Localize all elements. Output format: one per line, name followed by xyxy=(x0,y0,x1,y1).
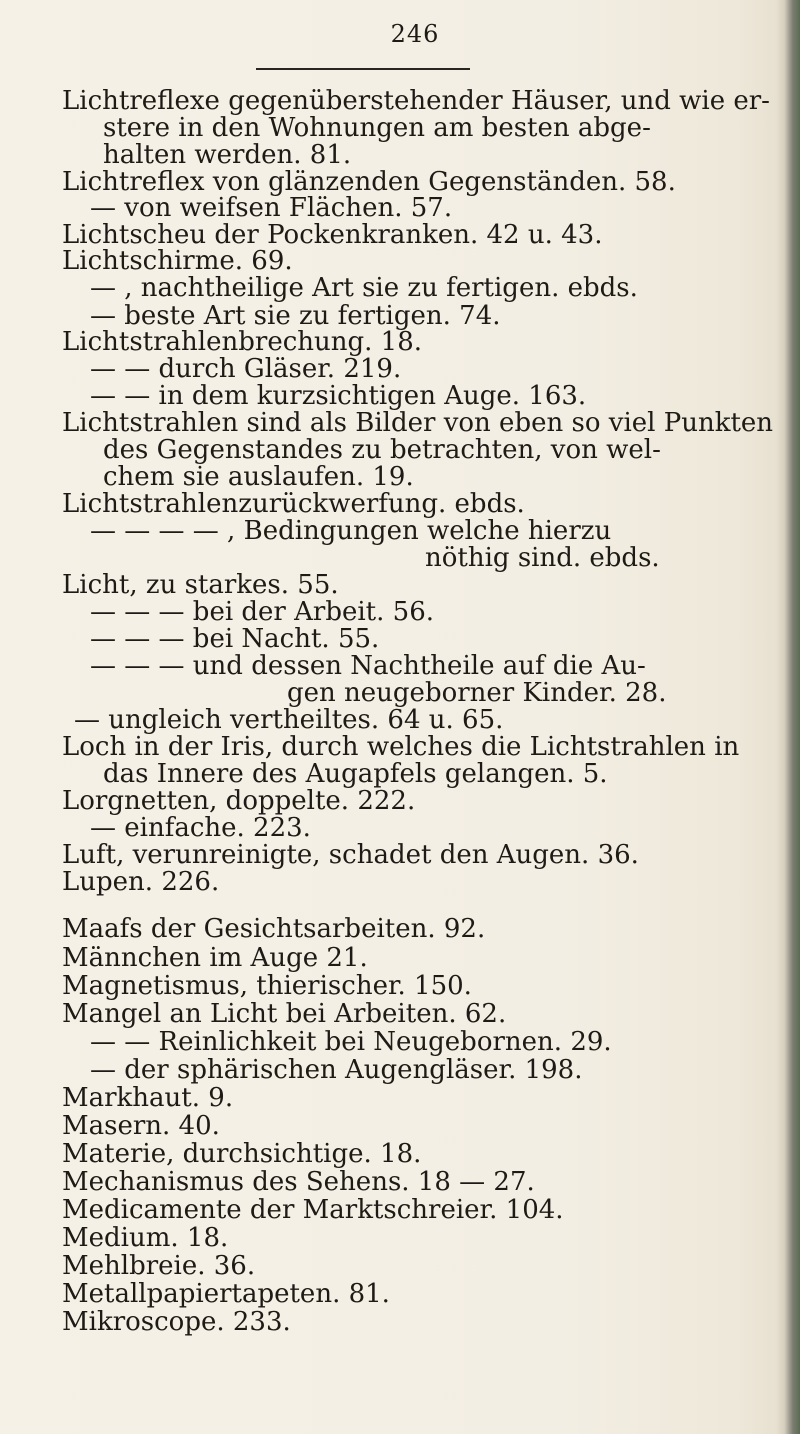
index-line: Mehlbreie. 36. xyxy=(62,1251,256,1281)
index-line: Mikroscope. 233. xyxy=(62,1307,291,1337)
index-line: stere in den Wohnungen am besten abge- xyxy=(103,113,651,143)
index-line: — — — bei Nacht. 55. xyxy=(90,624,380,654)
index-line: gen neugeborner Kinder. 28. xyxy=(287,678,667,708)
index-line: — , nachtheilige Art sie zu fertigen. ebds. xyxy=(90,273,638,303)
index-line: Lichtstrahlenbrechung. 18. xyxy=(62,327,423,357)
index-line: — beste Art sie zu fertigen. 74. xyxy=(90,301,501,331)
index-line: Lichtscheu der Pockenkranken. 42 u. 43. xyxy=(62,220,603,250)
index-line: Mechanismus des Sehens. 18 — 27. xyxy=(62,1167,535,1197)
index-line: Männchen im Auge 21. xyxy=(62,943,368,973)
index-line: Luft, verunreinigte, schadet den Augen. 36. xyxy=(62,840,639,870)
index-line: Lichtstrahlen sind als Bilder von eben so viel Punkten xyxy=(62,408,774,438)
index-line: — — — bei der Arbeit. 56. xyxy=(90,597,435,627)
index-line: Materie, durchsichtige. 18. xyxy=(62,1139,422,1169)
index-line: Loch in der Iris, durch welches die Lichtstrahlen in xyxy=(62,732,740,762)
index-line: Lichtschirme. 69. xyxy=(62,246,293,276)
index-line: Lichtreflex von glänzenden Gegenständen. 58. xyxy=(62,167,676,197)
index-line: Licht, zu starkes. 55. xyxy=(62,570,339,600)
index-line: Mangel an Licht bei Arbeiten. 62. xyxy=(62,999,507,1029)
header-rule xyxy=(256,68,470,70)
index-line: — der sphärischen Augengläser. 198. xyxy=(90,1055,583,1085)
index-line: — — durch Gläser. 219. xyxy=(90,354,402,384)
index-line: halten werden. 81. xyxy=(103,140,352,170)
page-number: 246 xyxy=(390,20,440,48)
index-line: — — in dem kurzsichtigen Auge. 163. xyxy=(90,381,587,411)
index-line: Lupen. 226. xyxy=(62,867,220,897)
index-line: — einfache. 223. xyxy=(90,813,311,843)
index-line: — — — und dessen Nachtheile auf die Au- xyxy=(90,651,646,681)
index-line: Markhaut. 9. xyxy=(62,1083,234,1113)
page-gutter-shadow xyxy=(776,0,800,1434)
index-line: Medicamente der Marktschreier. 104. xyxy=(62,1195,564,1225)
index-line: — — Reinlichkeit bei Neugebornen. 29. xyxy=(90,1027,612,1057)
index-line: — von weifsen Flächen. 57. xyxy=(90,193,453,223)
index-line: — — — — , Bedingungen welche hierzu xyxy=(90,516,612,546)
index-line: das Innere des Augapfels gelangen. 5. xyxy=(103,759,608,789)
index-line: des Gegenstandes zu betrachten, von wel- xyxy=(103,435,661,465)
index-line: Lorgnetten, doppelte. 222. xyxy=(62,786,416,816)
index-line: Maafs der Gesichtsarbeiten. 92. xyxy=(62,914,486,944)
index-line: Masern. 40. xyxy=(62,1111,220,1141)
index-line: Magnetismus, thierischer. 150. xyxy=(62,971,472,1001)
index-line: chem sie auslaufen. 19. xyxy=(103,462,414,492)
index-line: Medium. 18. xyxy=(62,1223,229,1253)
index-line: Lichtstrahlenzurückwerfung. ebds. xyxy=(62,489,525,519)
index-line: nöthig sind. ebds. xyxy=(425,543,660,573)
index-line: Metallpapiertapeten. 81. xyxy=(62,1279,390,1309)
index-line: Lichtreflexe gegenüberstehender Häuser, und wie er- xyxy=(62,86,770,116)
index-line: — ungleich vertheiltes. 64 u. 65. xyxy=(74,705,504,735)
